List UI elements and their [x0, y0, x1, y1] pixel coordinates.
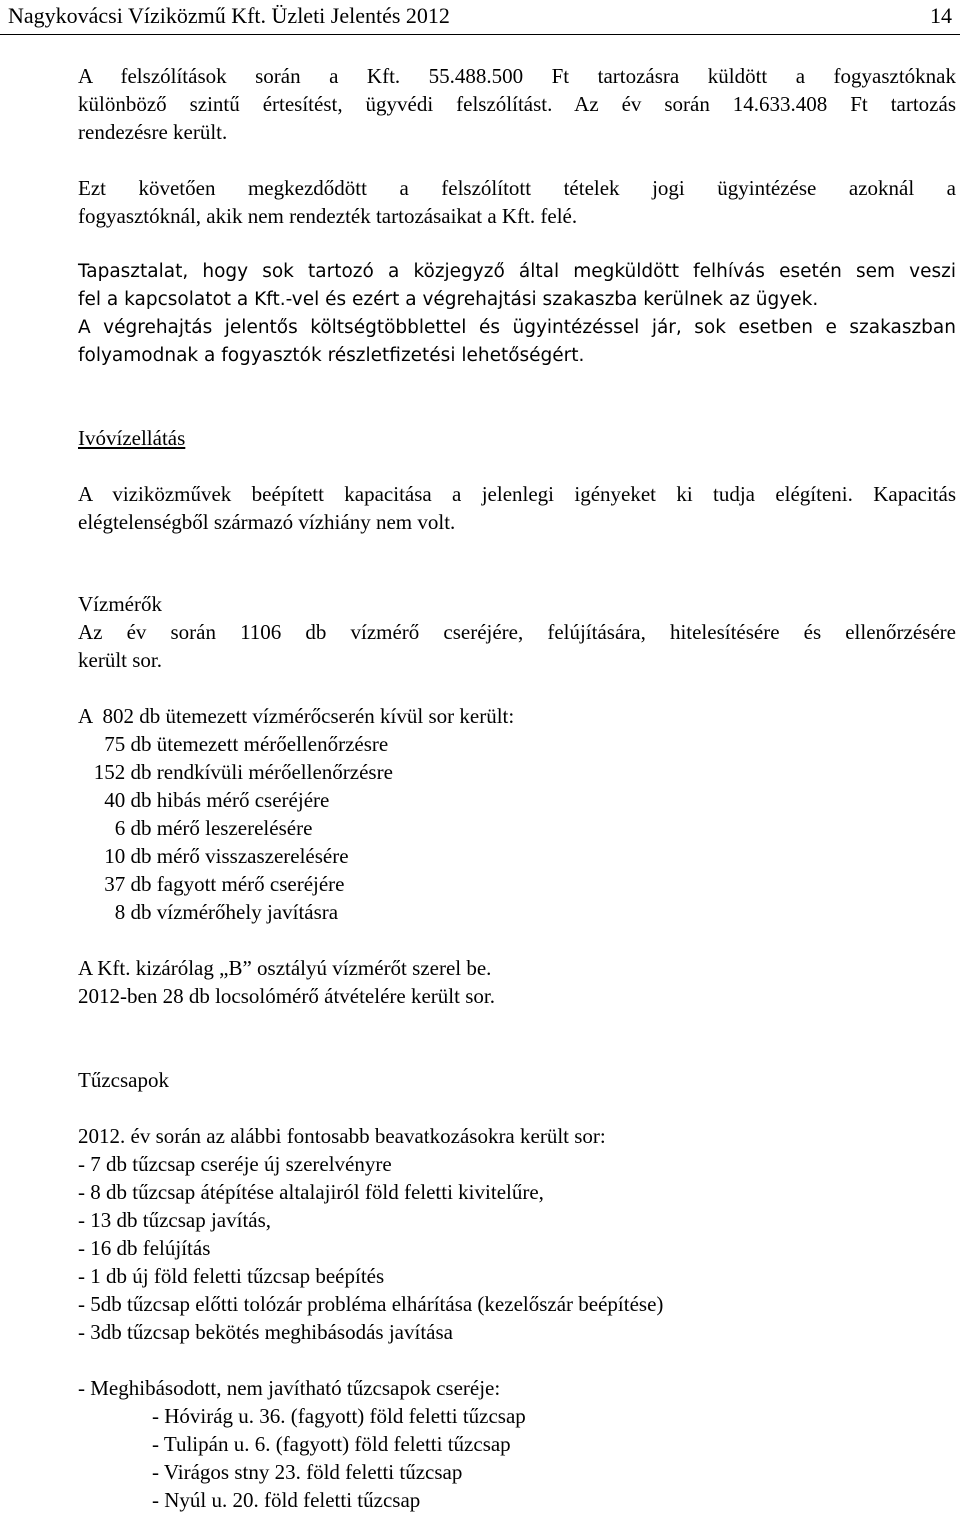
document-body: [78, 62, 956, 1514]
list-item: 152 db rendkívüli mérőellenőrzésre: [78, 760, 393, 784]
list-item: - Hóvirág u. 36. (fagyott) föld feletti tűzcsap: [152, 1404, 526, 1428]
paragraph-legal: [78, 174, 956, 230]
paragraph-line: folyamodnak a fogyasztók részletfizetési lehetőségért.: [78, 345, 585, 366]
list-intro: - Meghibásodott, nem javítható tűzcsapok cseréje:: [78, 1376, 501, 1400]
list-item: 75 db ütemezett mérőellenőrzésre: [78, 732, 389, 756]
hydrant-work-list: [78, 1150, 956, 1346]
section-water-supply: [78, 424, 956, 536]
list-item: 10 db mérő visszaszerelésére: [78, 844, 349, 868]
list-item: 37 db fagyott mérő cseréjére: [78, 872, 345, 896]
list-item: - Virágos stny 23. föld feletti tűzcsap: [152, 1460, 463, 1484]
list-intro: 2012. év során az alábbi fontosabb beavatkozásokra került sor:: [78, 1124, 606, 1148]
list-item: - 8 db tűzcsap átépítése altalajiról föld feletti kivitelűre,: [78, 1180, 544, 1204]
list-item: 8 db vízmérőhely javításra: [78, 900, 339, 924]
hydrant-replacement-list: [78, 1402, 956, 1514]
paragraph-line: fogyasztóknál, akik nem rendezték tartozásaikat a Kft. felé.: [78, 204, 578, 228]
paragraph-line: Az év során 1106 db vízmérő cseréjére, felújítására, hitelesítésére és ellenőrzésére: [78, 620, 956, 644]
paragraph-line: került sor.: [78, 648, 162, 672]
meter-work-list: [78, 730, 956, 926]
list-item: - Tulipán u. 6. (fagyott) föld feletti tűzcsap: [152, 1432, 511, 1456]
section-heading: Vízmérők: [78, 592, 162, 616]
paragraph-line: A felszólítások során a Kft. 55.488.500 Ft tartozásra küldött a fogyasztóknak: [78, 64, 956, 88]
list-intro: A 802 db ütemezett vízmérőcserén kívül sor került:: [78, 704, 515, 728]
list-item: 40 db hibás mérő cseréjére: [78, 788, 330, 812]
page-header: [0, 0, 960, 35]
paragraph-line: fel a kapcsolatot a Kft.-vel és ezért a végrehajtási szakaszba kerülnek az ügyek.: [78, 289, 819, 310]
list-item: - 7 db tűzcsap cseréje új szerelvényre: [78, 1152, 392, 1176]
list-item: - 5db tűzcsap előtti tolózár probléma elhárítása (kezelőszár beépítése): [78, 1292, 664, 1316]
paragraph-line: különböző szintű értesítést, ügyvédi felszólítást. Az év során 14.633.408 Ft tartozás: [78, 92, 956, 116]
paragraph-line: A viziközművek beépített kapacitása a jelenlegi igényeket ki tudja elégíteni. Kapacitás: [78, 482, 956, 506]
list-item: 6 db mérő leszerelésére: [78, 816, 313, 840]
document-title: Nagykovácsi Víziközmű Kft. Üzleti Jelentés 2012: [8, 3, 450, 28]
list-item: - 13 db tűzcsap javítás,: [78, 1208, 272, 1232]
meter-note: A Kft. kizárólag „B” osztályú vízmérőt szerel be.: [78, 956, 492, 980]
section-meters: [78, 590, 956, 1010]
paragraph-line: Ezt követően megkezdődött a felszólított tételek jogi ügyintézése azoknál a: [78, 176, 956, 200]
page-number: 14: [930, 3, 952, 28]
paragraph-line: rendezésre került.: [78, 120, 228, 144]
paragraph-line: Tapasztalat, hogy sok tartozó a közjegyző által megküldött felhívás esetén sem veszi: [78, 261, 956, 282]
paragraph-enforcement: [78, 258, 956, 370]
paragraph-line: elégtelenségből származó vízhiány nem volt.: [78, 510, 456, 534]
list-item: - 16 db felújítás: [78, 1236, 211, 1260]
section-hydrants: [78, 1066, 956, 1514]
list-item: - 3db tűzcsap bekötés meghibásodás javítása: [78, 1320, 453, 1344]
list-item: - Nyúl u. 20. föld feletti tűzcsap: [152, 1488, 421, 1512]
list-item: - 1 db új föld feletti tűzcsap beépítés: [78, 1264, 385, 1288]
section-heading: Tűzcsapok: [78, 1068, 169, 1092]
paragraph-line: A végrehajtás jelentős költségtöbblettel és ügyintézéssel jár, sok esetben e szakaszban: [78, 317, 956, 338]
meter-note: 2012-ben 28 db locsolómérő átvételére került sor.: [78, 984, 495, 1008]
paragraph-reminders: [78, 62, 956, 146]
section-heading: Ivóvízellátás: [78, 426, 186, 450]
